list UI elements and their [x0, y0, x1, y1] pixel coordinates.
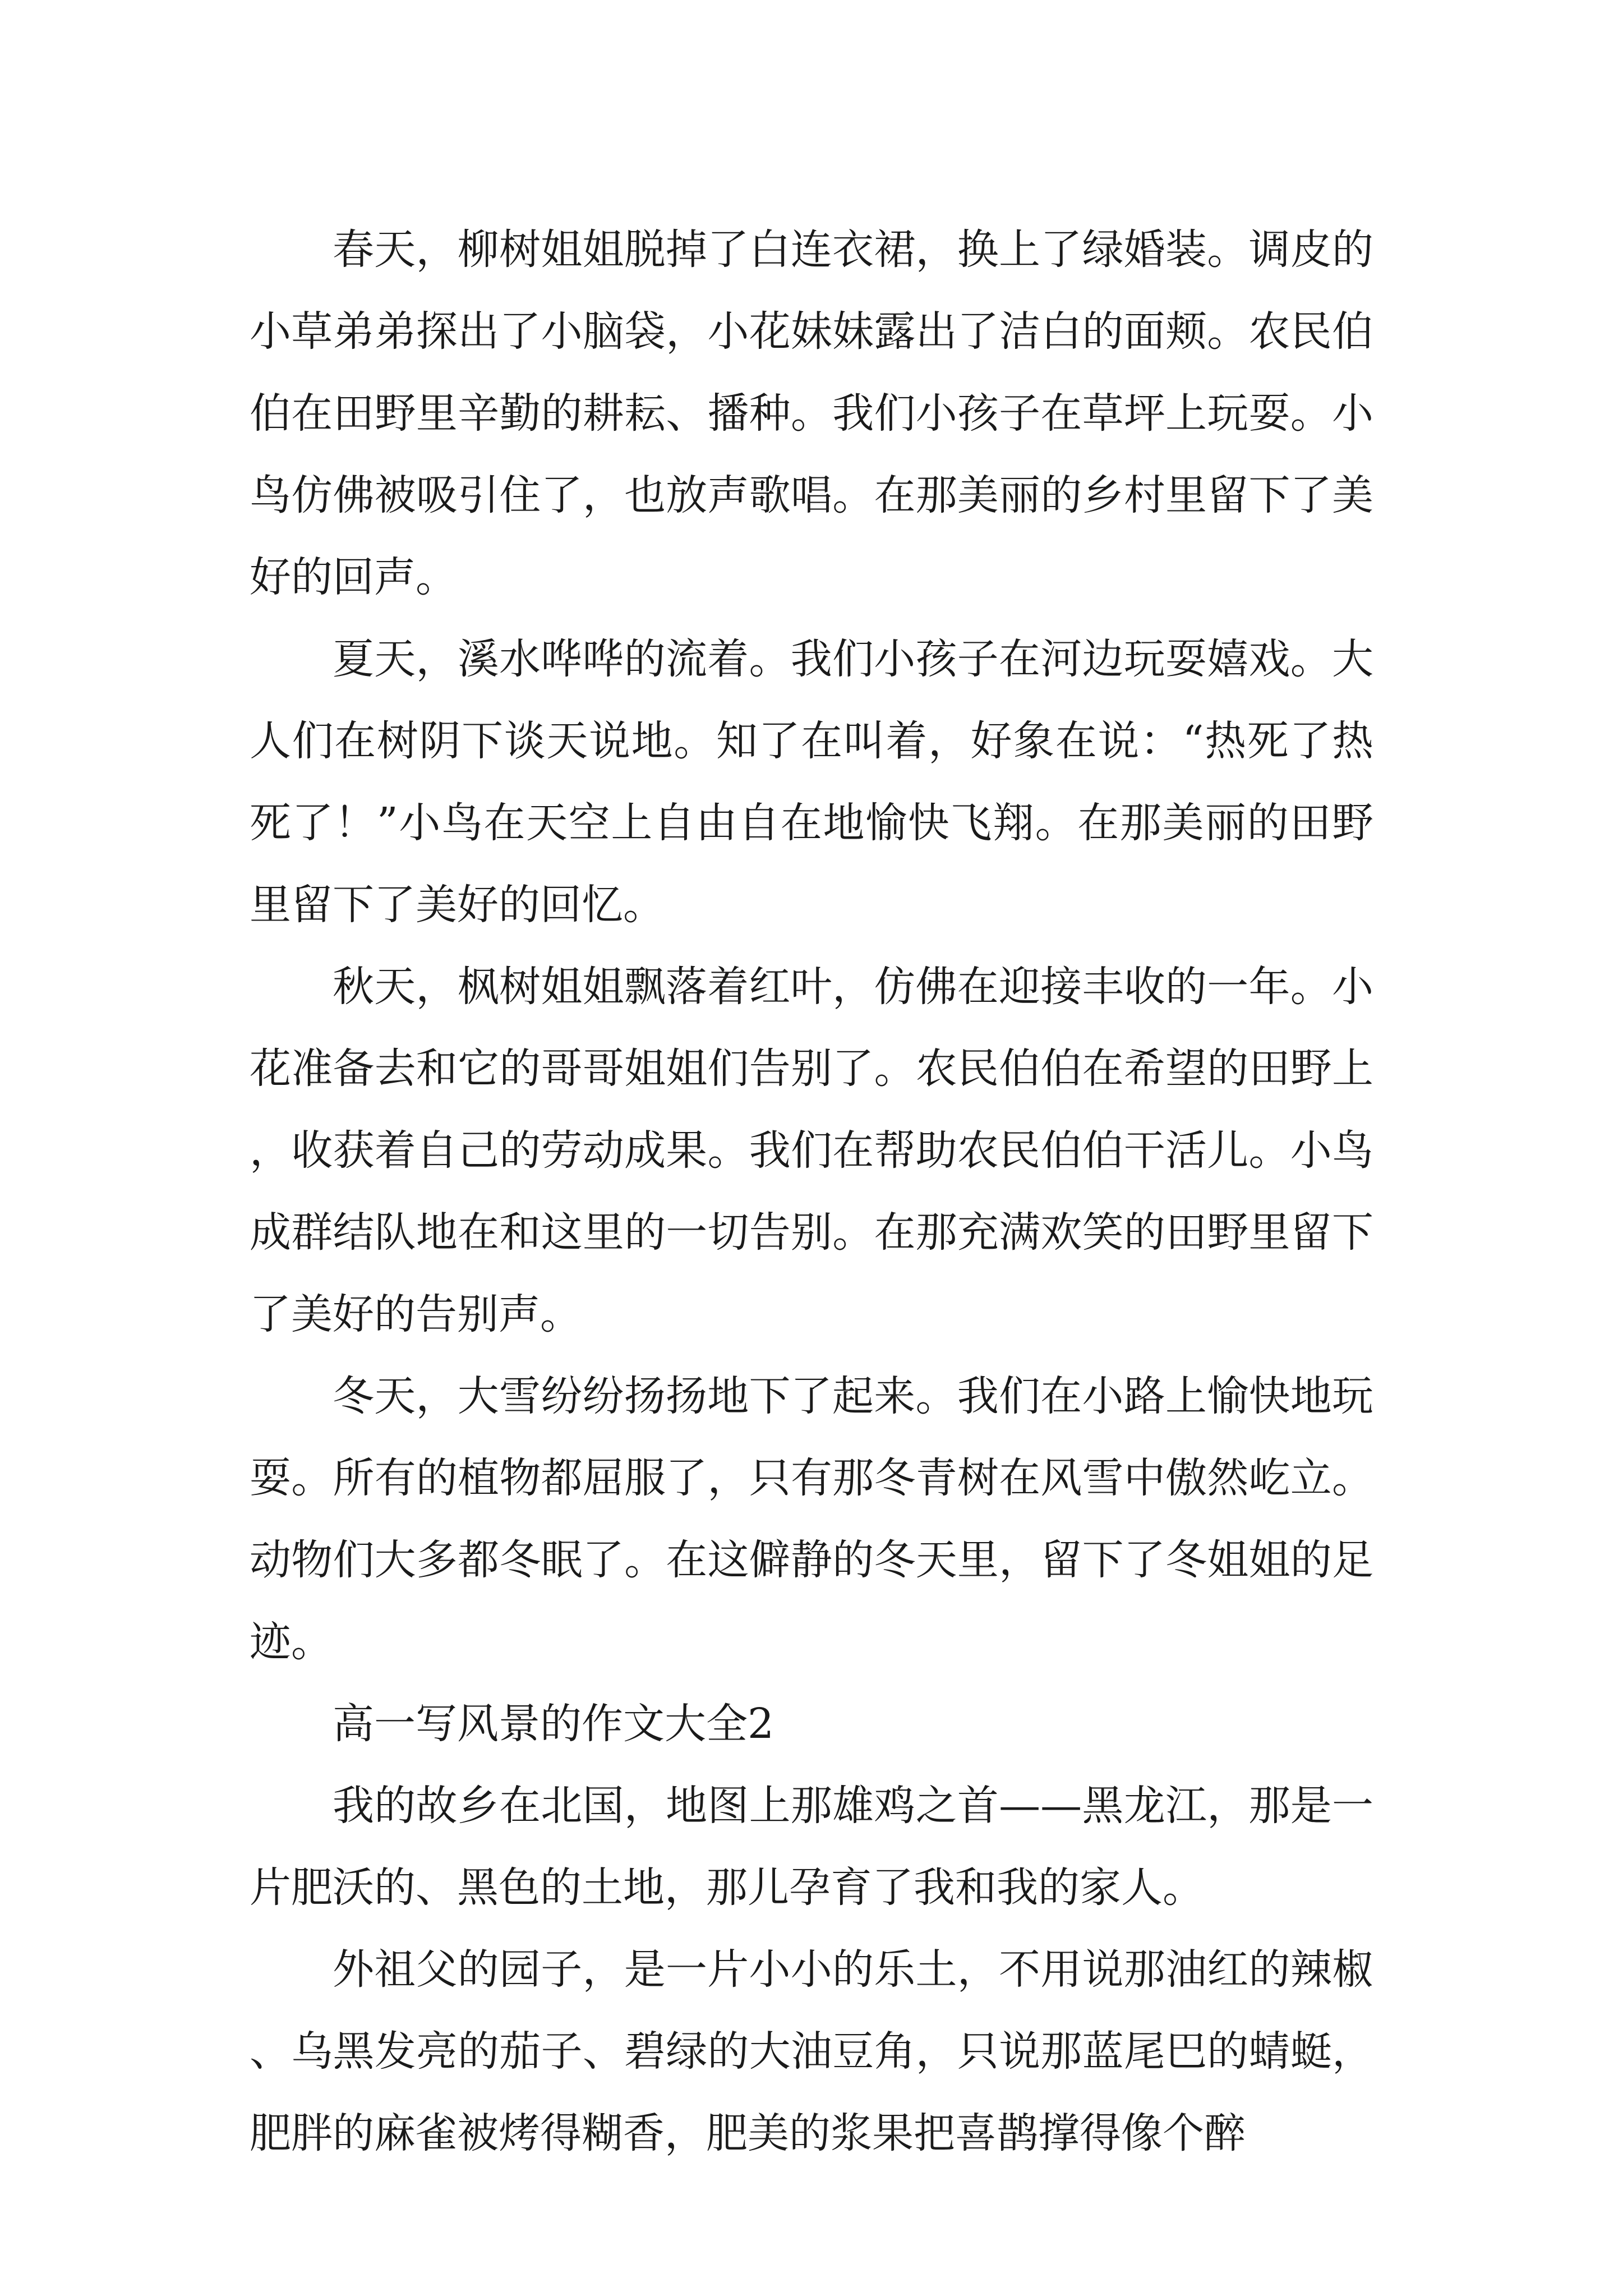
paragraph-spring: 春天，柳树姐姐脱掉了白连衣裙，换上了绿婚装。调皮的小草弟弟探出了小脑袋，小花妹妹露出了洁白的面颊。农民伯伯在田野里辛勤的耕耘、播种。我们小孩子在草坪上玩耍。小鸟仿佛被吸引住了，也放声歌唱。在那美丽的乡村里留下了美好的回声。 [250, 226, 1373, 601]
paragraph-garden: 外祖父的园子，是一片小小的乐土，不用说那油红的辣椒、乌黑发亮的茄子、碧绿的大油豆角，只说那蓝尾巴的蜻蜓，肥胖的麻雀被烤得糊香，肥美的浆果把喜鹊撑得像个醉 [250, 1945, 1373, 2157]
paragraph-hometown: 我的故乡在北国，地图上那雄鸡之首——黑龙江，那是一片肥沃的、黑色的土地，那儿孕育了我和我的家人。 [250, 1782, 1373, 1912]
paragraph-autumn: 秋天，枫树姐姐飘落着红叶，仿佛在迎接丰收的一年。小花准备去和它的哥哥姐姐们告别了。农民伯伯在希望的田野上，收获着自己的劳动成果。我们在帮助农民伯伯干活儿。小鸟成群结队地在和这里的一切告别。在那充满欢笑的田野里留下了美好的告别声。 [250, 963, 1373, 1338]
section-title: 高一写风景的作文大全2 [333, 1700, 774, 1748]
document-body [250, 209, 1373, 2174]
paragraph-winter: 冬天，大雪纷纷扬扬地下了起来。我们在小路上愉快地玩耍。所有的植物都屈服了，只有那冬青树在风雪中傲然屹立。动物们大多都冬眠了。在这僻静的冬天里，留下了冬姐姐的足迹。 [250, 1372, 1373, 1666]
paragraph-summer: 夏天，溪水哗哗的流着。我们小孩子在河边玩耍嬉戏。大人们在树阴下谈天说地。知了在叫着，好象在说：“热死了热死了！”小鸟在天空上自由自在地愉快飞翔。在那美丽的田野里留下了美好的回忆。 [250, 635, 1373, 929]
